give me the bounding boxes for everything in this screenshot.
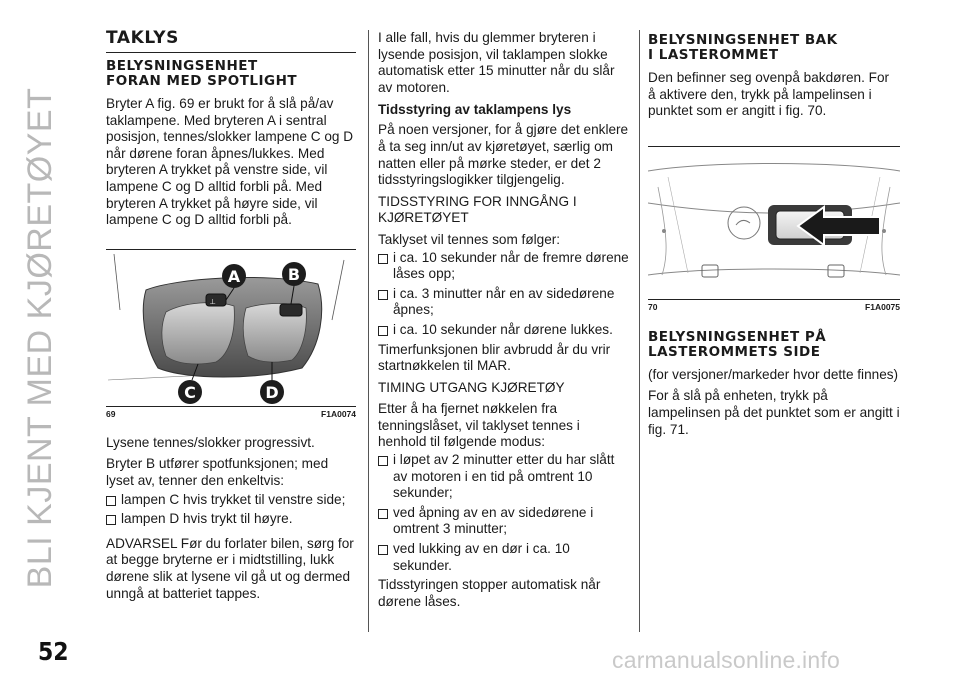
checkbox-bullet-icon [378, 326, 388, 336]
subsection-title-line: FORAN MED SPOTLIGHT [106, 73, 298, 89]
list-item-text: ved åpning av en av sidedørene i omtrent 3 minutter; [393, 504, 594, 537]
label-d: D [265, 382, 279, 402]
list-item-text: i ca. 3 minutter når en av sidedørene åpnes; [393, 285, 615, 318]
section-rule [106, 52, 356, 53]
label-d-marker [260, 380, 284, 404]
list-item-text: lampen D hvis trykt til høyre. [121, 511, 293, 527]
subsection-title [648, 330, 900, 360]
svg-text:⟂: ⟂ [210, 296, 216, 306]
checkbox-bullet-icon [106, 496, 116, 506]
paragraph: For å slå på enheten, trykk på lampelinsen på det punktet som er angitt i fig. 71. [648, 388, 900, 437]
column-1 [106, 28, 356, 607]
checkbox-bullet-icon [378, 545, 388, 555]
list-item-text: lampen C hvis trykket til venstre side; [121, 491, 346, 507]
label-c: C [184, 382, 196, 402]
list-item [378, 505, 630, 538]
figure-code: F1A0074 [321, 408, 356, 419]
paragraph: TIDSSTYRING FOR INNGÅNG I KJØRETØYET [378, 193, 577, 226]
figure-caption [106, 406, 356, 419]
paragraph: Etter å ha fjernet nøkkelen fra tenningslåset, vil taklyset tennes i henhold til følgende modus: [378, 401, 580, 450]
paragraph: På noen versjoner, for å gjøre det enklere å ta seg inn/ut av kjøretøyet, særlig om natten eller på mørke steder, er det 2 tidsstyringslogikker tilgjengelig. [378, 122, 629, 188]
figure-code: F1A0075 [865, 301, 900, 312]
list-item [378, 250, 630, 283]
list-item [378, 286, 630, 319]
figure-caption [648, 299, 900, 312]
column-divider [368, 30, 369, 632]
list-item [106, 511, 356, 528]
side-section-title: BLI KJENT MED KJØRETØYET [21, 87, 59, 589]
warning-paragraph: ADVARSEL Før du forlater bilen, sørg for at begge bryterne er i midtstilling, lukk dørene slik at lysene vil gå ut og dermed unngå at batteriet tappes. [106, 535, 354, 601]
subsection-title-line: BELYSNINGSENHET PÅ [648, 328, 827, 345]
label-b-marker [282, 262, 306, 286]
checkbox-bullet-icon [378, 254, 388, 264]
figure-69 [106, 249, 356, 419]
paragraph: Tidsstyringen stopper automatisk når dørene låses. [378, 577, 601, 609]
list-item [378, 322, 630, 339]
figure-number: 70 [648, 301, 658, 312]
paragraph: I alle fall, hvis du glemmer bryteren i lysende posisjon, vil taklampen slokke automatisk etter 15 minutter når du slår av motoren. [378, 30, 615, 95]
paragraph: TIMING UTGANG KJØRETØY [378, 379, 565, 395]
subsection-title-line: LASTEROMMETS SIDE [648, 343, 821, 360]
subsection-title-line: BELYSNINGSENHET [106, 58, 258, 74]
label-b: B [287, 264, 301, 284]
subsection-title [648, 33, 900, 63]
list-item-text: i løpet av 2 minutter etter du har slått av motoren i en tid på omtrent 10 sekunder; [393, 452, 615, 501]
paragraph: (for versjoner/markeder hvor dette finnes) [648, 366, 899, 382]
section-title: TAKLYS [106, 28, 179, 48]
label-c-marker [178, 380, 202, 404]
list-item-text: ved lukking av en dør i ca. 10 sekunder. [393, 541, 570, 573]
label-a: A [227, 266, 241, 286]
checkbox-bullet-icon [106, 515, 116, 525]
subsection-title [106, 59, 356, 89]
label-a-marker [222, 264, 246, 288]
subsection-heading: Tidsstyring av taklampens lys [378, 102, 572, 118]
checkbox-bullet-icon [378, 509, 388, 519]
list-item [378, 452, 630, 502]
page-number: 52 [38, 638, 69, 667]
checkbox-bullet-icon [378, 456, 388, 466]
checkbox-bullet-icon [378, 290, 388, 300]
watermark: carmanualsonline.info [612, 647, 840, 673]
figure-70 [648, 146, 900, 312]
column-2 [378, 30, 630, 615]
paragraph: Bryter A fig. 69 er brukt for å slå på/av taklampene. Med bryteren A i sentral posisjon, tennes/slokker lampene C og D når dørene foran åpnes/lukkes. Med bryteren A trykket på venstre side, vil lampene C og D alltid forbli på. Med bryteren A trykket på høyre side, vil lampene C og D alltid forbli på. [106, 96, 354, 228]
paragraph: Bryter B utfører spotfunksjonen; med lyset av, tenner den enkeltvis: [106, 456, 329, 488]
cargo-lamp-illustration [648, 147, 900, 299]
list-item-text: i ca. 10 sekunder når de fremre dørene låses opp; [393, 249, 629, 282]
paragraph: Den befinner seg ovenpå bakdøren. For å aktivere den, trykk på lampelinsen i punktet som er angitt i fig. 70. [648, 70, 890, 119]
list-item [106, 492, 356, 509]
paragraph: Taklyset vil tennes som følger: [378, 231, 561, 247]
overhead-lamp-illustration [106, 250, 356, 406]
figure-number: 69 [106, 408, 116, 419]
list-item [378, 541, 630, 574]
column-3 [648, 33, 900, 443]
list-item-text: i ca. 10 sekunder når dørene lukkes. [393, 321, 613, 337]
subsection-title-line: I LASTEROMMET [648, 47, 779, 63]
paragraph: Lysene tennes/slokker progressivt. [106, 434, 315, 450]
subsection-title-line: BELYSNINGSENHET BAK [648, 32, 838, 48]
column-divider [639, 30, 640, 632]
paragraph: Timerfunksjonen blir avbrudd år du vrir startnøkkelen til MAR. [378, 341, 611, 374]
